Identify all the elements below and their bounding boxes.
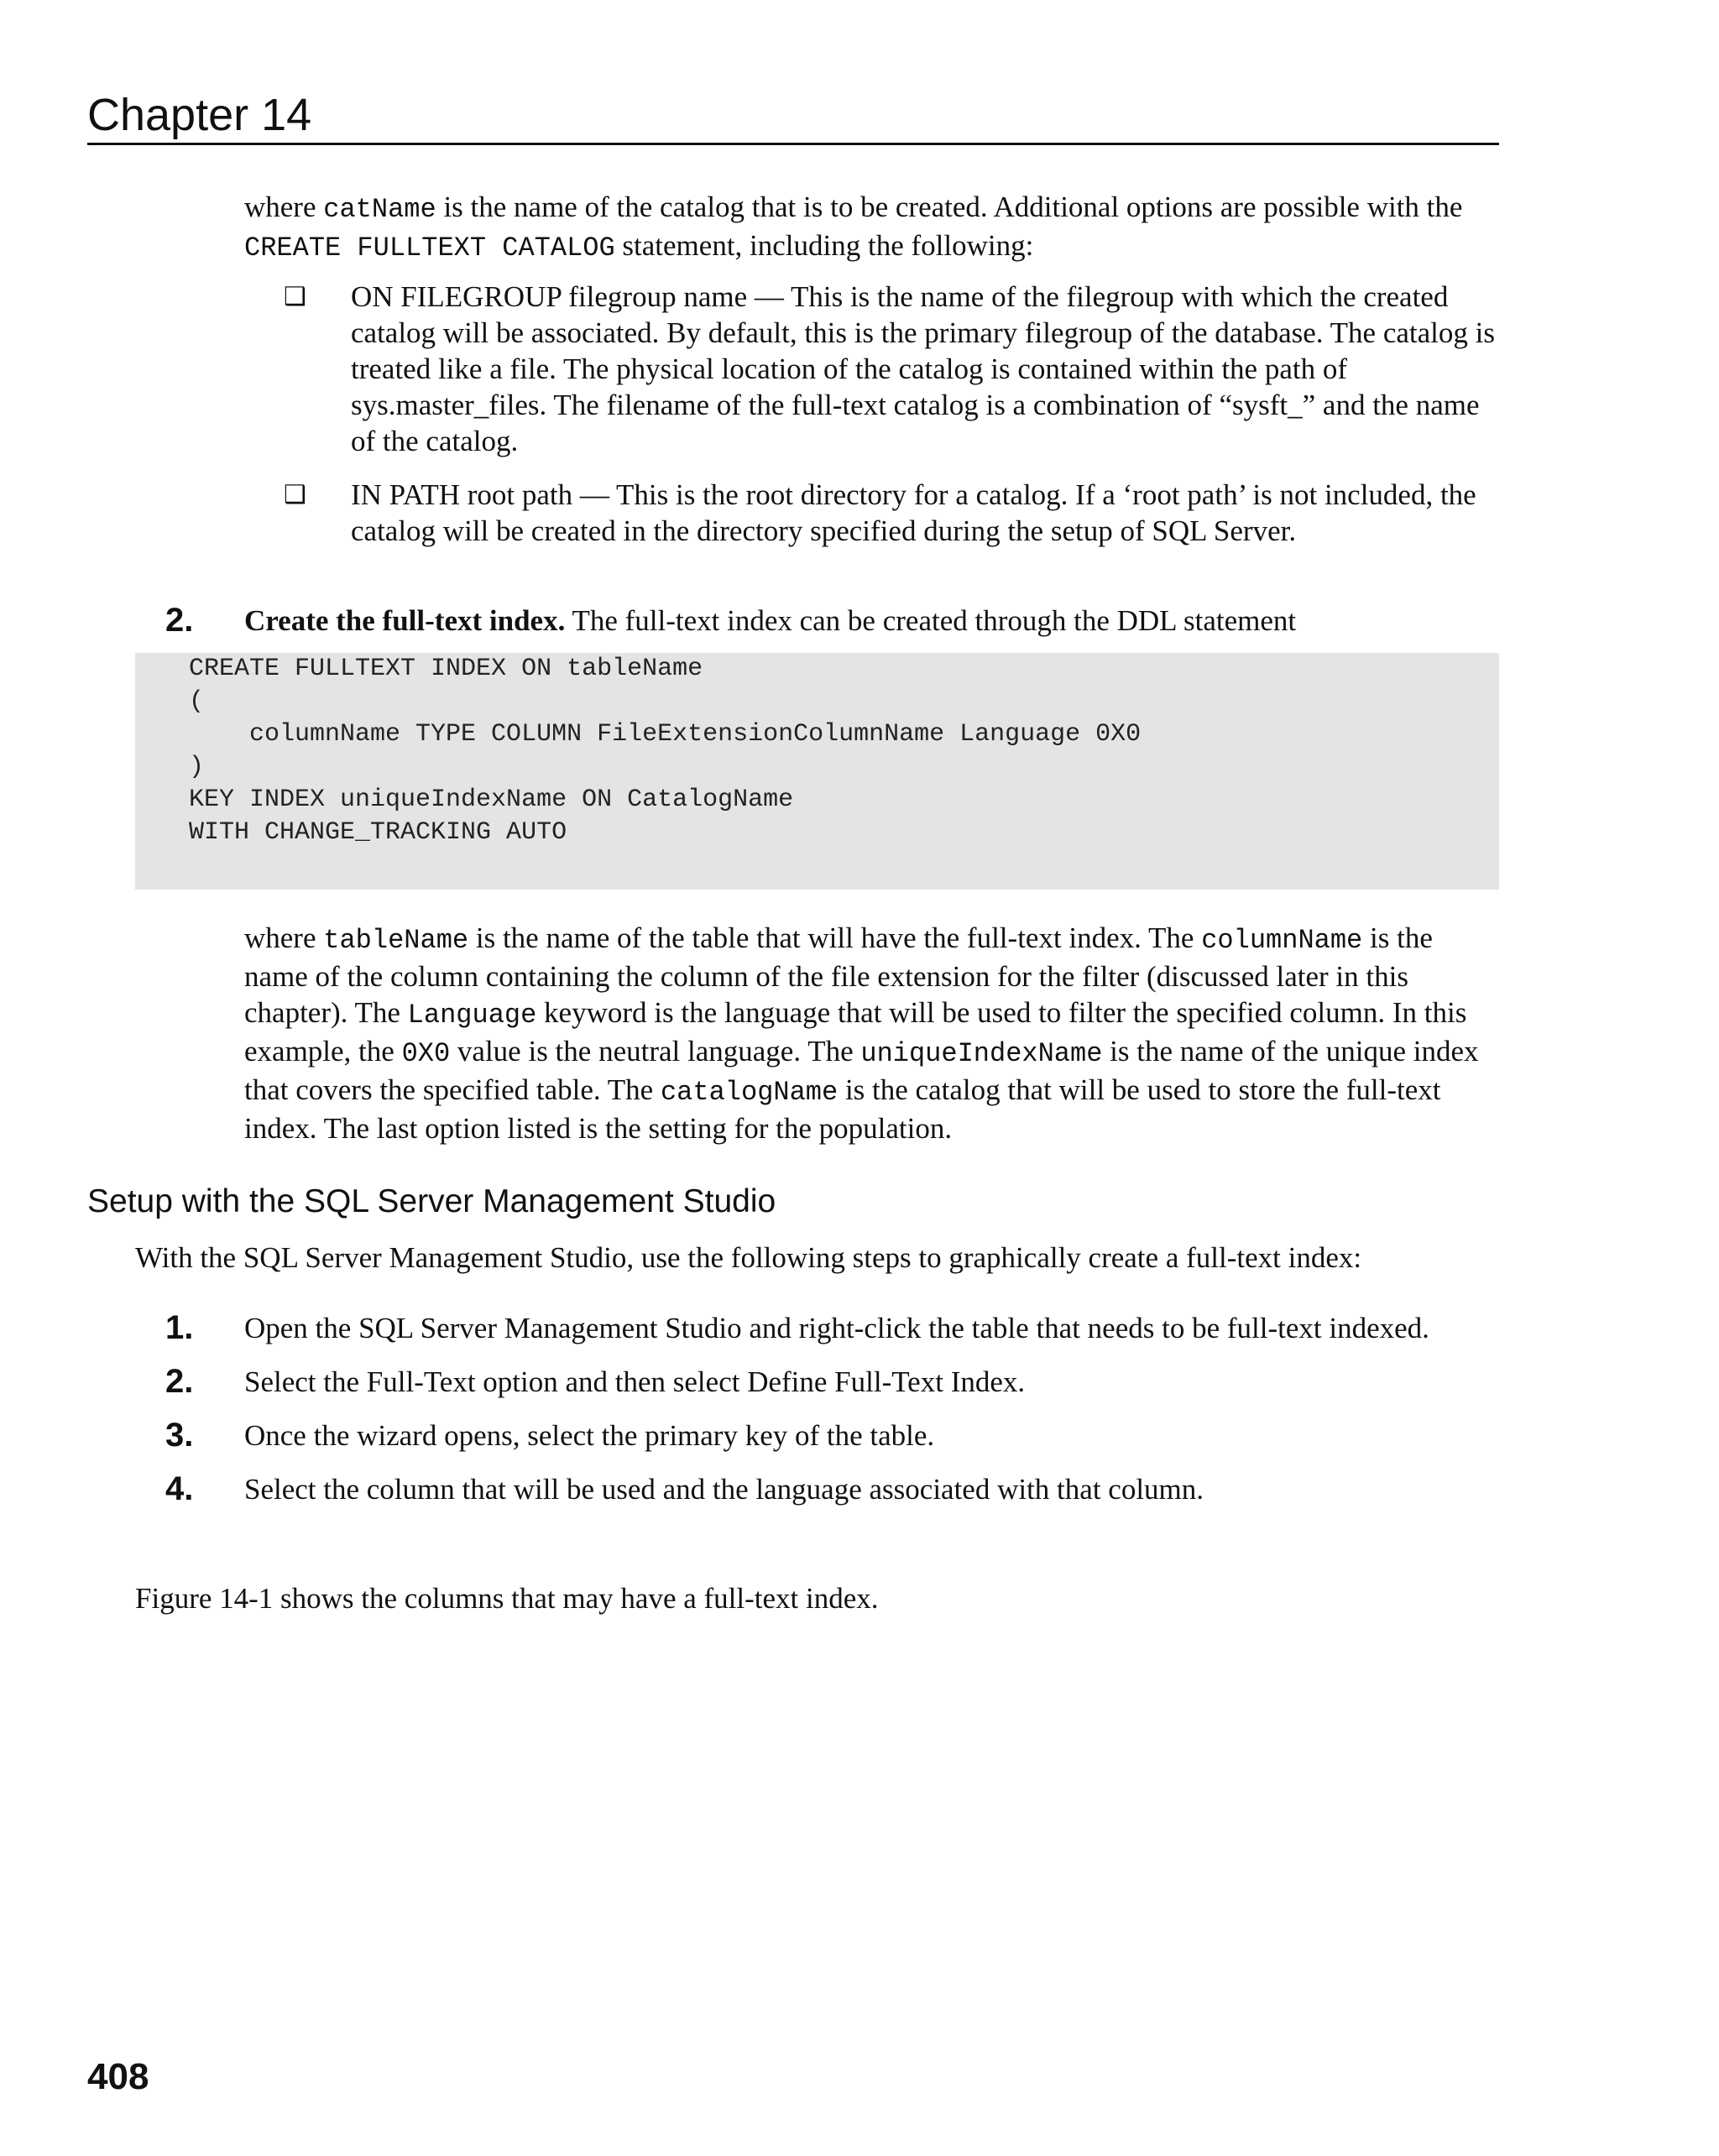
code-block <box>135 653 1499 890</box>
text-run: value is the neutral language. The <box>450 1035 861 1068</box>
inline-code-create-fulltext-catalog: CREATE FULLTEXT CATALOG <box>244 232 615 264</box>
inline-code-0x0: 0X0 <box>401 1038 451 1069</box>
inline-code-tablename: tableName <box>323 925 469 956</box>
list-item <box>165 1310 1508 1346</box>
bullet-item-path <box>284 477 1509 549</box>
code-explanation-paragraph <box>244 920 1503 1146</box>
text-run: is the name of the column containing the column of the file extension for the filter (discussed later in this chapter). The <box>244 921 1433 1029</box>
page-number: 408 <box>87 2056 149 2097</box>
text-run: where <box>244 921 324 954</box>
step-text <box>244 603 1508 639</box>
inline-code-catalogname: catalogName <box>660 1077 839 1108</box>
intro-text-1: where <box>244 191 324 223</box>
text-run: keyword is the language that will be used to filter the specified column. In this example, the <box>244 996 1467 1068</box>
bullet-text: ON FILEGROUP filegroup name — This is the name of the filegroup with which the created catalog will be associated. By default, this is the primary filegroup of the database. The catalog is treated like a file. The physical location of the catalog is contained within the path of sys.master_files. The filename of the full-text catalog is a combination of “sysft_” and the name of the catalog. <box>351 280 1495 457</box>
figure-reference: Figure 14-1 shows the columns that may have a full-text index. <box>135 1582 879 1615</box>
step-number: 2. <box>165 1363 194 1400</box>
intro-text-3: statement, including the following: <box>614 229 1034 262</box>
list-item <box>165 1364 1508 1400</box>
bullet-item-filegroup <box>284 279 1509 459</box>
step-number: 1. <box>165 1309 194 1346</box>
section-intro: With the SQL Server Management Studio, use the following steps to graphically create a full-text index: <box>135 1241 1362 1274</box>
step-rest: The full-text index can be created through the DDL statement <box>565 604 1297 637</box>
inline-code-uniqueindexname: uniqueIndexName <box>860 1038 1103 1069</box>
step-text: Select the column that will be used and the language associated with that column. <box>244 1473 1204 1506</box>
step-number: 2. <box>165 602 194 639</box>
numbered-steps-list <box>165 1310 1508 1525</box>
inline-code-catname: catName <box>323 194 436 225</box>
intro-paragraph <box>244 189 1503 266</box>
step-text: Select the Full-Text option and then select Define Full-Text Index. <box>244 1365 1026 1398</box>
list-item <box>165 1471 1508 1507</box>
inline-code-columnname: columnName <box>1201 925 1363 956</box>
inline-code-language: Language <box>407 1000 537 1031</box>
step-text: Open the SQL Server Management Studio and right-click the table that needs to be full-text indexed. <box>244 1312 1429 1344</box>
options-bullet-list <box>284 279 1509 566</box>
checkbox-bullet-icon: ❑ <box>284 282 306 311</box>
chapter-header <box>87 87 1499 145</box>
chapter-title: Chapter 14 <box>87 90 312 140</box>
step-create-index <box>165 603 1508 639</box>
bullet-text: IN PATH root path — This is the root directory for a catalog. If a ‘root path’ is not included, the catalog will be created in the directory specified during the setup of SQL Server. <box>351 478 1476 547</box>
step-number: 4. <box>165 1470 194 1507</box>
step-number: 3. <box>165 1417 194 1454</box>
code-listing: CREATE FULLTEXT INDEX ON tableName ( columnName TYPE COLUMN FileExtensionColumnName Language 0X0 ) KEY INDEX uniqueIndexName ON CatalogName WITH CHANGE_TRACKING AUTO <box>189 655 1142 847</box>
text-run: is the name of the unique index that covers the specified table. The <box>244 1035 1479 1106</box>
step-text: Once the wizard opens, select the primary key of the table. <box>244 1419 935 1452</box>
section-heading: Setup with the SQL Server Management Studio <box>87 1183 776 1219</box>
text-run: is the catalog that will be used to store the full-text index. The last option listed is the setting for the population. <box>244 1073 1441 1145</box>
intro-text-2: is the name of the catalog that is to be created. Additional options are possible with the <box>436 191 1463 223</box>
step-bold-lead: Create the full-text index. <box>244 604 566 637</box>
checkbox-bullet-icon: ❑ <box>284 480 306 509</box>
text-run: is the name of the table that will have the full-text index. The <box>468 921 1202 954</box>
list-item <box>165 1417 1508 1454</box>
